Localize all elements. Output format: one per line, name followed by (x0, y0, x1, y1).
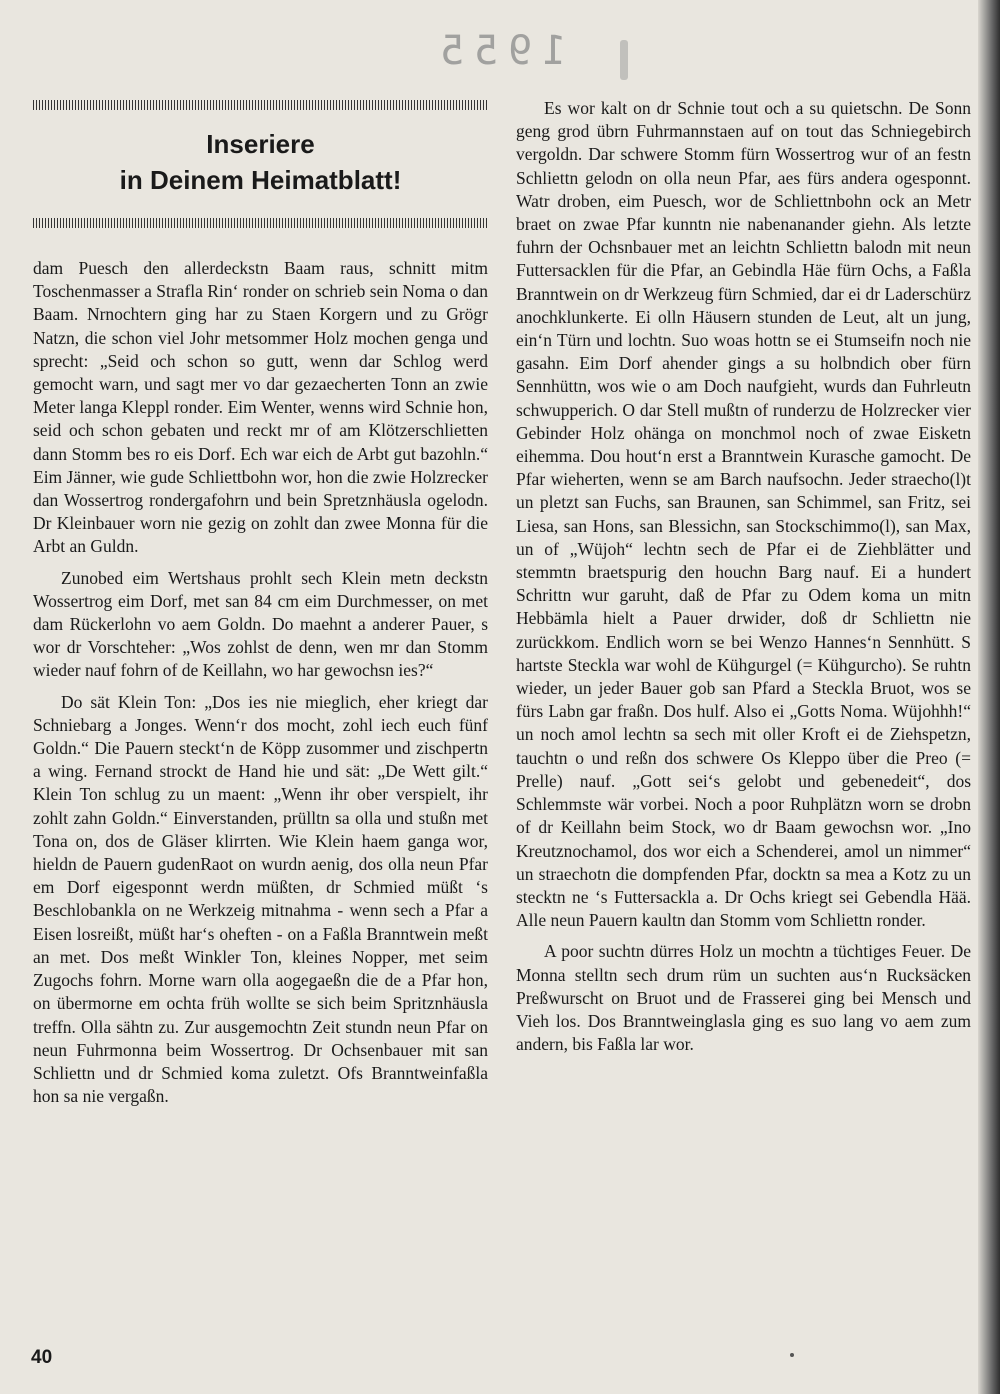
book-spine-shadow (978, 0, 1000, 1394)
left-column (33, 257, 488, 1108)
right-paragraph-2: A poor suchtn dürres Holz un mochtn a tüchtiges Feuer. De Monna stelltn sech drum rüm un suchten aus‘n Rucksäcken Preßwurscht on Bruot und de Frasserei ging bei Mensch und Vieh los. Dos Branntweinglasla ging es suo lang vo aem zum andern, bis Faßla lar wor. (516, 941, 971, 1055)
ad-line-1: Inseriere (206, 129, 315, 159)
right-column (516, 97, 971, 1056)
speck (790, 1353, 794, 1357)
page-number: 40 (31, 1347, 53, 1368)
right-paragraph-1: Es wor kalt on dr Schnie tout och a su quietschn. De Sonn geng grod übrn Fuhrmannstaen auf on tout das Schniegebirch vergoldn. Dar schwere Stomm fürn Wossertrog wur of an festn Schliettn gelodn on olla neun Pfar, aes fürs andera ogesponnt. Watr droben, eim Puesch, wor de Schliettnbohn ock an Metr braet on zwae Pfar kunntn nie nabenanander giehn. Als letzte fuhrn der Ochsnbauer met an leichtn Schliettn balodn mit neun Futtersacklen für die Pfar, an Gebindla Häe fürn Ochs, a Faßla Branntwein on dr Werkzeug fürn Schmied, dar ei dr Laderschürz anochklunkerte. Ei olln Häusern stunden de Leut, alt un jung, ein‘n Türn und lochtn. Suo woas hottn se ei Stumseifn noch nie gasahn. Eim Dorf ahender gings a su holbndich ober fürn Sennhüttn, wos wie o am Doch naufgieht, wurds dan Fuhrleutn schwupperich. O dar Stell mußtn of runderzu de Holzrecker vier Gebinder Holz ohänga on monchmol noch of zwae Eisketn eihemma. Dou hout‘n erst a Branntwein Kurasche gamocht. De Pfar wieherten, wenn se am Barch naufsochn. Jeder straecho(l)t un pletzt san Fuchs, san Braunen, san Schimmel, san Fritz, sei Liesa, san Hons, san Blessichn, san Stockschimmo(l), san Max, un of „Wüjoh“ lechtn sech de Pfar ei de Ziehblätter und stemmtn braetspurig den houchn Barg nauf. Ei a hundert Schrittn wur garuht, daß de Pfar zu Odem koma un mitn Hebbämla hielt a Pauer drwider, doß dr Schliettn nie zurückkom. Endlich worn se bei Wenzo Hannes‘n Sennhütt. S hartste Steckla war wohl de Kühgurgel (= Kühgurcho). Se ruhtn wieder, un jeder Bauer gob san Pfard a Steckla Bruot, wos se fürs Labn gar fraßn. Dos hulf. Also ei „Gotts Noma. Wüjohhh!“ un noch amol lechtn sa sech mit oller Kroft ei de Ziehspetzn, tauchtn o und reßn dos schwere Os Kleppo über die Preo (= Prelle) nauf. „Gott sei‘s gelobt und gebenedeit“, dos Schlemmste wär vorbei. Noch a poor Ruhplätzn worn se drobn of dr Keillahn beim Stock, wo dr Baam gewochsn wor. „Ino Kreutznochamol, dos wor eich a Schenderei, amol un nimmer“ un straechotn die dompfenden Pfar, docktn sa mea a Kotz zu un stecktn ne ‘s Futtersackla a. Dr Ochs kriegt sei Gebendla Hää. Alle neun Pauern kaultn dan Stomm vom Schliettn ronder. (516, 98, 971, 931)
left-paragraph-2: Zunobed eim Wertshaus prohlt sech Klein metn deckstn Wossertrog eim Dorf, met san 84 cm eim Durchmesser, on met dam Rückerlohn vo aem Goldn. Do maehnt a anderer Pauer, s wor dr Vorschteher: „Wos zohlst de denn, wen mr dan Stomm wieder nauf fohrn of de Keillahn, wo har gewochsn ies?“ (33, 567, 488, 681)
ad-line-2: in Deinem Heimatblatt! (119, 165, 402, 195)
ad-bottom-border (33, 218, 488, 228)
archive-stamp: 1955 (430, 28, 567, 74)
left-paragraph-1: dam Puesch den allerdeckstn Baam raus, schnitt mitm Toschenmasser a Strafla Rin‘ ronder on schrieb sein Noma o dan Baam. Nrnochtern ging har zu Staen Korgern und zu Grögr Natzn, die schon viel Johr metsommer Holz mochen genga und sprecht: „Seid och schon so gutt, wenn dar Schlog werd gemocht warn, und sagt mer vo dar gezaecherten Tonn an zwie Meter langa Kleppl ronder. Eim Wenter, wenns wird Schnie hon, seid och schon gebaten und reckt mr of am Klötzerschlietten dann Stomm bes ro eis Dorf. Ech war eich de Arbt gut bazohln.“ Eim Jänner, wie gude Schliettbohn wor, hon die zwie Holzrecker dan Wossertrog rondergafohrn und bein Spretznhäusla ogelodn. Dr Kleinbauer worn nie gezig on zohlt dan zwee Monna für die Arbt an Guldn. (33, 258, 488, 557)
ad-top-border (33, 100, 488, 110)
stamp-mark (620, 40, 628, 80)
left-paragraph-3: Do sät Klein Ton: „Dos ies nie mieglich, eher kriegt dar Schniebarg a Jonges. Wenn‘r dos mocht, zohl iech euch fünf Goldn.“ Die Pauern steckt‘n de Köpp zusommer und zischpertn a wing. Fernand strockt de Hand hie und sät: „De Wett gilt.“ Klein Ton schlug zu un maent: „Wenn ihr ober verspielt, ihr zohlt zahn Goldn.“ Einverstanden, prülltn sa olla und stußn met Tona on, dos de Gläser klirrten. Wie Klein haem ganga wor, hieldn de Pauern gudenRaot on wurdn aenig, dos olla neun Pfar em Dorf eigesponnt werdn müßten, dr Schmied müßt ‘s Beschlobankla on ne Werkzeig mitnahma - wenn sech a Pfar a Eisen losreißt, müßt har‘s oheften - on a Faßla Branntwein meßt an met. Dos meßt Winkler Ton, kleines Nopper, met seim Zugochs fohrn. Morne warn olla aogegaeßn die de a Pfar hon, on übermorne em ochta früh wollte se sich beim Spritznhäusla treffn. Olla sähtn zu. Zur ausgemochtn Zeit stundn neun Pfar on neun Fuhrmonna beim Wossertrog. Dr Ochsenbauer mit san Schliettn und dr Schmied koma zuletzt. Ofs Branntweinfaßla hon sa nie vergaßn. (33, 691, 488, 1107)
ad-box (33, 126, 488, 198)
